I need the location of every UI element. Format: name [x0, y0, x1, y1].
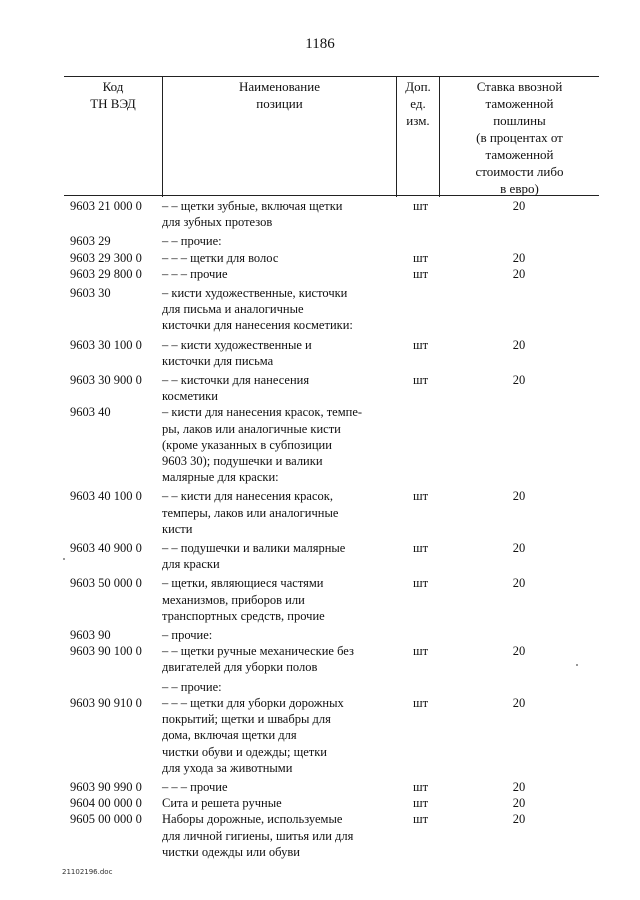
header-line: ТН ВЭД — [90, 96, 136, 111]
tnved-code: 9605 00 000 0 — [70, 812, 142, 827]
duty-rate — [439, 233, 599, 249]
scan-speck — [576, 664, 578, 666]
header-line: (в процентах от — [476, 130, 563, 145]
tnved-code: 9603 29 800 0 — [70, 266, 142, 281]
unit: шт — [412, 541, 429, 556]
unit: шт — [412, 812, 429, 827]
unit: шт — [412, 373, 429, 388]
unit: шт — [412, 796, 429, 811]
item-name — [162, 198, 396, 230]
item-name-line: Наборы дорожные, используемые — [162, 812, 343, 827]
unit — [396, 285, 439, 334]
header-line: ед. — [410, 96, 426, 111]
header-rate — [439, 77, 599, 197]
item-name — [162, 488, 396, 537]
item-name — [162, 811, 396, 860]
header-line: Наименование — [239, 79, 320, 94]
unit: шт — [412, 644, 429, 659]
item-name-line: для зубных протезов — [162, 215, 273, 230]
item-name-line: – – кисти для нанесения красок, — [162, 489, 333, 504]
item-name-line: малярные для краски: — [162, 470, 279, 485]
unit: шт — [412, 250, 429, 265]
item-name — [162, 233, 396, 249]
unit: шт — [412, 337, 429, 352]
tnved-code: 9603 90 910 0 — [70, 695, 142, 710]
tnved-code — [64, 679, 162, 695]
item-name-line: – – – прочие — [162, 266, 228, 281]
tnved-code: 9603 30 900 0 — [70, 373, 142, 388]
item-name-line: – – прочие: — [162, 679, 222, 694]
item-name-line: чистки одежды или обуви — [162, 844, 300, 859]
duty-rate: 20 — [512, 796, 526, 811]
header-line: таможенной — [485, 147, 554, 162]
unit: шт — [412, 695, 429, 710]
item-name-line: – – – прочие — [162, 779, 228, 794]
tnved-code: 9604 00 000 0 — [70, 796, 142, 811]
item-name — [162, 337, 396, 369]
item-name-line: – – кисточки для нанесения — [162, 373, 310, 388]
tnved-code: 9603 90 — [70, 628, 111, 643]
unit: шт — [412, 576, 429, 591]
item-name-line: – щетки, являющиеся частями — [162, 576, 324, 591]
item-name — [162, 285, 396, 334]
duty-rate — [439, 679, 599, 695]
item-name — [162, 540, 396, 572]
unit — [396, 627, 439, 643]
header-line: стоимости либо — [475, 164, 564, 179]
table-row — [64, 266, 599, 282]
duty-rate — [439, 285, 599, 334]
table-row — [64, 233, 599, 249]
tnved-code: 9603 21 000 0 — [70, 199, 142, 213]
duty-rate: 20 — [512, 199, 526, 213]
item-name-line: – – кисти художественные и — [162, 337, 312, 352]
table-row — [64, 540, 599, 572]
duty-rate: 20 — [512, 489, 526, 504]
header-line: Ставка ввозной — [476, 79, 563, 94]
table-row — [64, 627, 599, 643]
table-row — [64, 643, 599, 675]
item-name-line: (кроме указанных в субпозиции — [162, 437, 332, 452]
tnved-code: 9603 40 900 0 — [70, 541, 142, 556]
item-name — [162, 372, 396, 404]
item-name-line: чистки обуви и одежды; щетки — [162, 744, 327, 759]
unit — [396, 404, 439, 485]
table-row — [64, 575, 599, 624]
item-name-line: – – щетки ручные механические без — [162, 644, 354, 659]
table-row — [64, 250, 599, 266]
duty-rate: 20 — [512, 695, 526, 710]
tnved-code: 9603 40 — [70, 405, 111, 420]
item-name-line: Сита и решета ручные — [162, 796, 282, 811]
item-name-line: покрытий; щетки и швабры для — [162, 712, 331, 727]
item-name-line: дома, включая щетки для — [162, 728, 297, 743]
table-header — [64, 76, 599, 196]
duty-rate: 20 — [512, 779, 526, 794]
header-unit — [396, 77, 439, 197]
item-name-line: для личной гигиены, шитья или для — [162, 828, 354, 843]
item-name-line: – – – щетки для волос — [162, 250, 279, 265]
table-row — [64, 679, 599, 695]
tariff-table — [64, 76, 599, 860]
unit — [396, 233, 439, 249]
item-name-line: транспортных средств, прочие — [162, 608, 325, 623]
header-line: позиции — [256, 96, 303, 111]
item-name-line: – прочие: — [162, 628, 213, 643]
tnved-code: 9603 90 990 0 — [70, 779, 142, 794]
item-name — [162, 795, 396, 811]
unit — [396, 679, 439, 695]
item-name — [162, 695, 396, 776]
table-row — [64, 695, 599, 776]
table-body — [64, 196, 599, 860]
duty-rate: 20 — [512, 337, 526, 352]
page-number: 1186 — [305, 36, 335, 52]
table-row — [64, 779, 599, 795]
unit: шт — [412, 779, 429, 794]
unit: шт — [412, 199, 429, 213]
item-name-line: – – – щетки для уборки дорожных — [162, 695, 344, 710]
item-name — [162, 779, 396, 795]
tnved-code: 9603 30 — [70, 286, 111, 301]
item-name-line: кисточки для письма — [162, 353, 274, 368]
table-row — [64, 795, 599, 811]
item-name-line: – – подушечки и валики малярные — [162, 541, 346, 556]
duty-rate: 20 — [512, 541, 526, 556]
item-name-line: 9603 30); подушечки и валики — [162, 454, 323, 469]
table-row — [64, 198, 599, 230]
item-name-line: механизмов, приборов или — [162, 592, 305, 607]
item-name — [162, 627, 396, 643]
table-row — [64, 285, 599, 334]
item-name-line: двигателей для уборки полов — [162, 660, 318, 675]
tnved-code: 9603 40 100 0 — [70, 489, 142, 504]
duty-rate — [439, 627, 599, 643]
duty-rate: 20 — [512, 812, 526, 827]
item-name — [162, 266, 396, 282]
item-name-line: – – щетки зубные, включая щетки — [162, 199, 343, 213]
header-line: таможенной — [485, 96, 554, 111]
item-name — [162, 250, 396, 266]
header-line: Доп. — [405, 79, 431, 94]
item-name-line: для краски — [162, 557, 220, 572]
header-line: пошлины — [493, 113, 546, 128]
item-name-line: ры, лаков или аналогичные кисти — [162, 421, 341, 436]
header-code — [64, 77, 162, 197]
tnved-code: 9603 29 — [70, 234, 111, 249]
item-name-line: – кисти художественные, кисточки — [162, 286, 348, 301]
item-name-line: темперы, лаков или аналогичные — [162, 505, 339, 520]
item-name — [162, 404, 396, 485]
tnved-code: 9603 90 100 0 — [70, 644, 142, 659]
tnved-code: 9603 30 100 0 — [70, 337, 142, 352]
header-line: в евро) — [500, 181, 539, 196]
scan-speck — [63, 558, 65, 560]
item-name-line: для ухода за животными — [162, 760, 293, 775]
item-name-line: кисточки для нанесения косметики: — [162, 318, 353, 333]
header-line: Код — [102, 79, 124, 94]
item-name-line: кисти — [162, 521, 193, 536]
tnved-code: 9603 29 300 0 — [70, 250, 142, 265]
item-name — [162, 575, 396, 624]
footer-filename: 21102196.doc — [62, 868, 113, 876]
item-name — [162, 643, 396, 675]
tnved-code: 9603 50 000 0 — [70, 576, 142, 591]
duty-rate: 20 — [512, 576, 526, 591]
table-row — [64, 372, 599, 404]
table-row — [64, 337, 599, 369]
header-name — [162, 77, 396, 197]
duty-rate: 20 — [512, 644, 526, 659]
unit: шт — [412, 489, 429, 504]
item-name-line: – кисти для нанесения красок, темпе- — [162, 405, 363, 420]
header-line: изм. — [406, 113, 430, 128]
unit: шт — [412, 266, 429, 281]
table-row — [64, 404, 599, 485]
duty-rate: 20 — [512, 373, 526, 388]
table-row — [64, 811, 599, 860]
duty-rate: 20 — [512, 266, 526, 281]
duty-rate: 20 — [512, 250, 526, 265]
item-name-line: для письма и аналогичные — [162, 302, 304, 317]
item-name-line: косметики — [162, 389, 218, 404]
item-name-line: – – прочие: — [162, 234, 222, 249]
item-name — [162, 679, 396, 695]
table-row — [64, 488, 599, 537]
duty-rate — [439, 404, 599, 485]
